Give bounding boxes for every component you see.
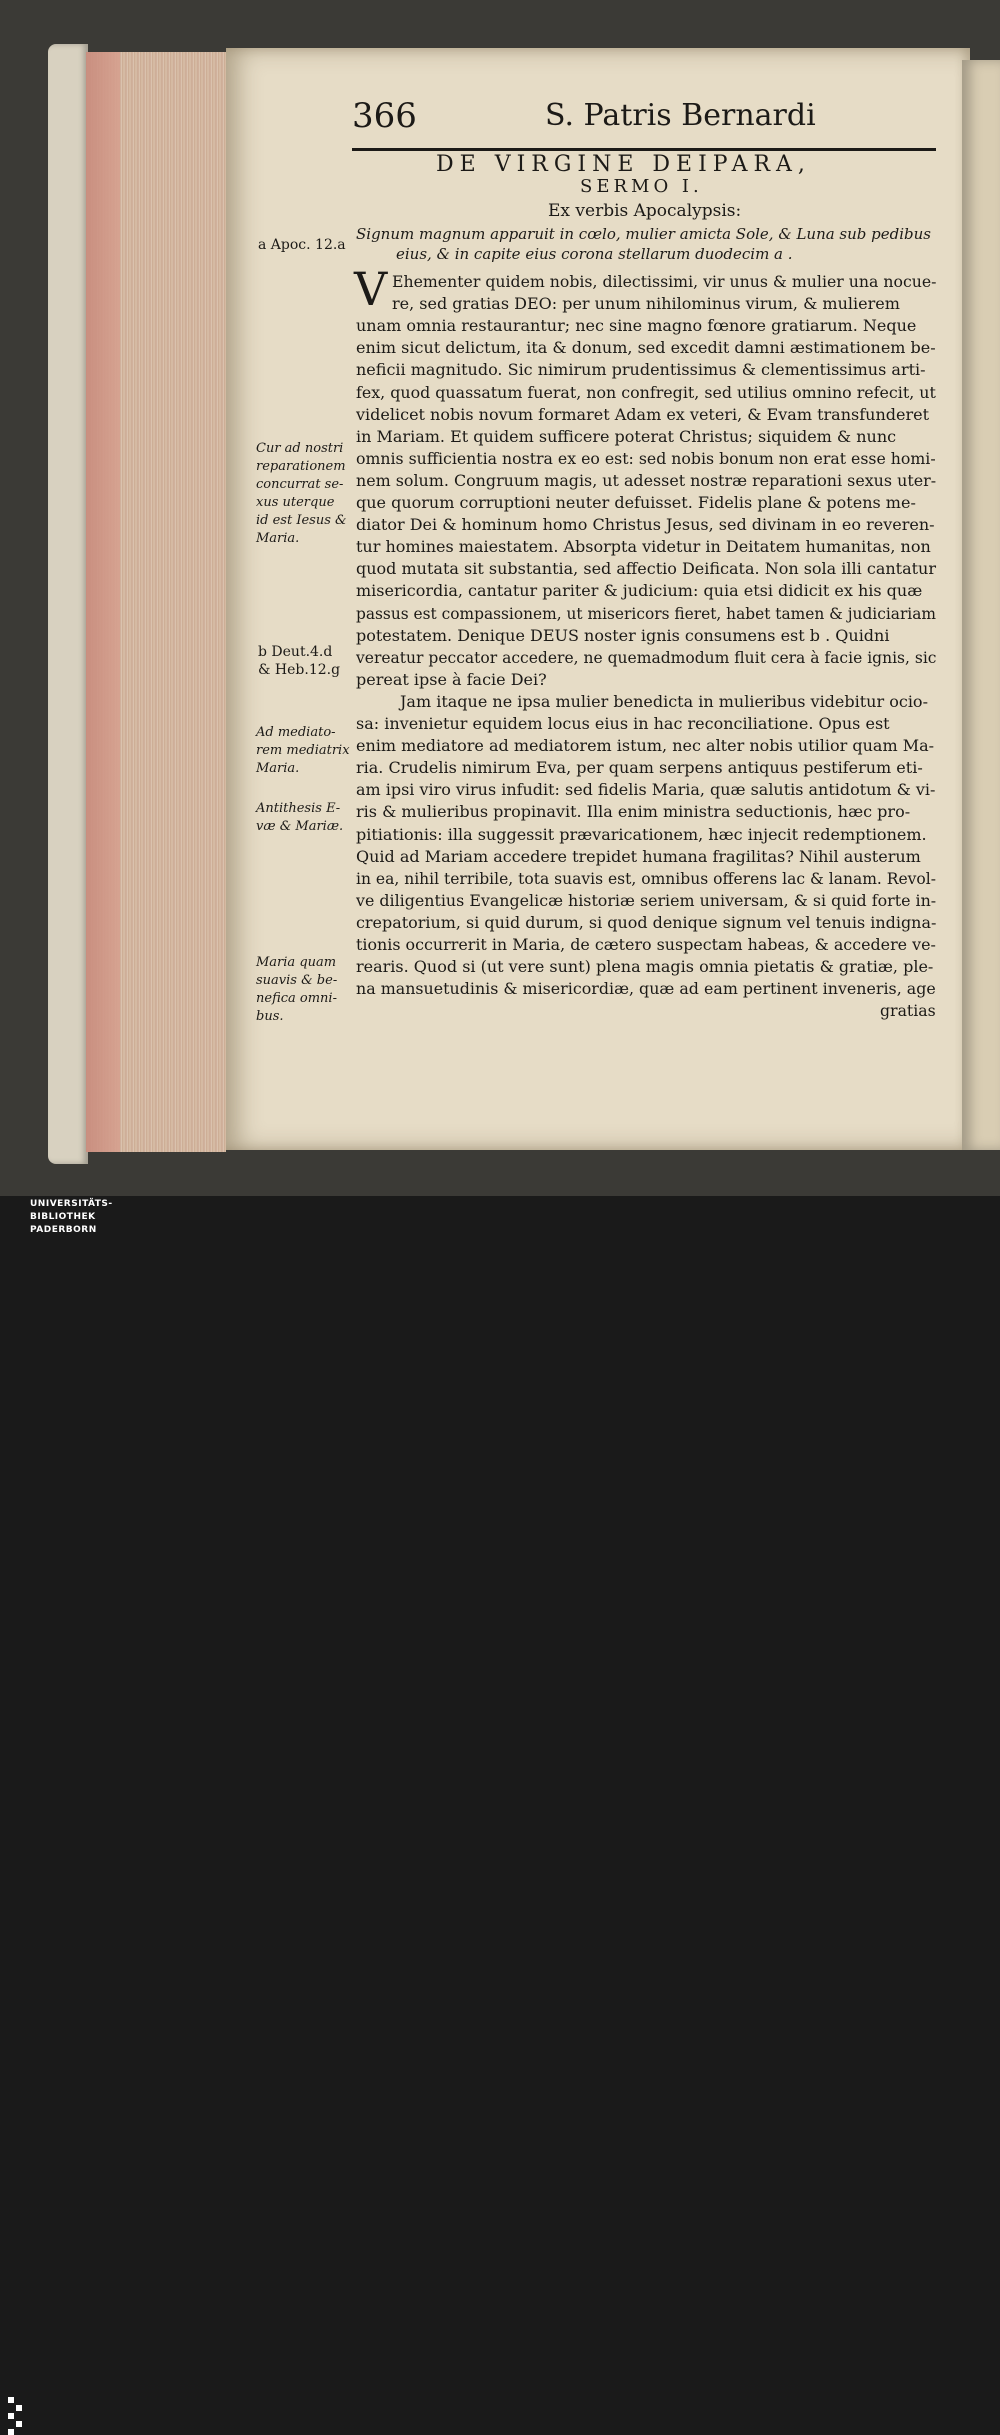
body-line: diator Dei & hominum homo Christus Jesus, sed divinam in eo reveren- — [356, 515, 935, 535]
body-line: fex, quod quassatum fuerat, non confregit, sed utilius omnino refecit, ut — [356, 382, 936, 402]
body-line: Ehementer quidem nobis, dilectissimi, vir unus & mulier una nocue- — [392, 272, 937, 291]
margin-note-line: Cur ad nostri — [256, 441, 344, 456]
body-line: misericordia, cantatur pariter & judicium: quia etsi didicit ex his quæ — [356, 581, 923, 601]
margin-note-deut — [258, 643, 340, 679]
body-line: in Mariam. Et quidem sufficere poterat Christus; siquidem & nunc — [356, 426, 897, 446]
body-line: am ipsi viro virus infudit: sed fidelis Maria, quæ salutis antidotum & vi- — [356, 780, 936, 800]
margin-note-line: & Heb.12.g — [258, 662, 341, 678]
running-head: S. Patris Bernardi — [545, 98, 816, 133]
margin-note-apoc: a Apoc. 12.a — [258, 237, 346, 253]
library-footer — [0, 1196, 1000, 1246]
margin-note-line: nefica omni- — [256, 991, 337, 1006]
citation-line-1: Signum magnum apparuit in cœlo, mulier amicta Sole, & Luna sub pedibus — [356, 225, 932, 243]
margin-note-line: væ & Mariæ. — [256, 819, 344, 834]
margin-note-line: Ad mediato- — [256, 725, 336, 740]
body-line: pitiationis: illa suggessit prævaricationem, hæc injecit redemptionem. — [356, 824, 927, 844]
margin-note-maria-quam — [256, 954, 337, 1026]
drop-cap: V — [354, 262, 388, 316]
page-number: 366 — [352, 96, 417, 136]
margin-note-line: suavis & be- — [256, 973, 338, 988]
body-line: ria. Crudelis nimirum Eva, per quam serpens antiquus pestiferum eti- — [356, 758, 923, 778]
body-line: quod mutata sit substantia, sed affectio Deificata. Non sola illi cantatur — [356, 559, 937, 579]
margin-note-line: reparationem — [256, 459, 346, 474]
body-line: tionis occurrerit in Maria, de cætero suspectam habeas, & accedere ve- — [356, 935, 936, 954]
body-line: ris & mulieribus propinavit. Illa enim ministra seductionis, hæc pro- — [356, 802, 911, 822]
margin-note-line: xus uterque — [256, 495, 335, 510]
margin-note-line: Maria quam — [256, 955, 337, 970]
body-line: sa: invenietur equidem locus eius in hac reconciliatione. Opus est — [356, 714, 890, 733]
margin-note-line: bus. — [256, 1009, 284, 1024]
body-line: Quid ad Mariam accedere trepidet humana fragilitas? Nihil austerum — [356, 846, 921, 866]
ex-verbis-line: Ex verbis Apocalypsis: — [548, 201, 742, 221]
body-line: na mansuetudinis & misericordiæ, quæ ad eam pertinent inveneris, age — [356, 979, 936, 999]
body-line: videlicet nobis novum formaret Adam ex veteri, & Evam transfunderet — [356, 404, 930, 424]
margin-note-line: Maria. — [256, 531, 300, 546]
citation-line-2: eius, & in capite eius corona stellarum duodecim a . — [396, 245, 793, 263]
margin-note-ad-mediatorem — [256, 724, 350, 778]
sermon-number: SERMO I. — [580, 176, 703, 197]
body-line: omnis sufficientia nostra ex eo est: sed nobis bonum non erat esse homi- — [356, 448, 936, 468]
margin-note-line: Maria. — [256, 761, 300, 776]
book-cover-edge — [48, 44, 88, 1164]
body-line: vereatur peccator accedere, ne quemadmodum fluit cera à facie ignis, sic — [356, 647, 937, 667]
body-line: crepatorium, si quid durum, si quod denique signum vel tenuis indigna- — [356, 912, 937, 932]
library-name-line-1: UNIVERSITÄTS- — [30, 1199, 113, 1209]
body-line: rearis. Quod si (ut vere sunt) plena magis omnia pietatis & gratiæ, ple- — [356, 957, 934, 977]
body-line: re, sed gratias DEO: per unum nihilominus virum, & mulierem — [392, 294, 900, 314]
sermon-title: DE VIRGINE DEIPARA, — [436, 152, 811, 177]
library-name-line-2: BIBLIOTHEK — [30, 1212, 96, 1222]
body-line: in ea, nihil terribile, tota suavis est, omnibus offerens lac & lanam. Revol- — [356, 868, 936, 888]
library-logo-icon — [8, 2397, 26, 2435]
body-line: nem solum. Congruum magis, ut adesset nostræ reparationi sexus uter- — [356, 470, 937, 490]
margin-note-antithesis — [256, 800, 343, 836]
margin-note-line: b Deut.4.d — [258, 644, 333, 660]
body-line: enim mediatore ad mediatorem istum, nec alter nobis utilior quam Ma- — [356, 736, 935, 756]
facing-page-edge — [962, 60, 1000, 1150]
body-line: unam omnia restaurantur; nec sine magno fœnore gratiarum. Neque — [356, 316, 917, 336]
body-line: tur homines maiestatem. Absorpta videtur in Deitatem humanitas, non — [356, 537, 931, 557]
margin-note-line: rem mediatrix — [256, 743, 350, 758]
margin-note-line: concurrat se- — [256, 477, 344, 492]
body-line: passus est compassionem, ut misericors fieret, habet tamen & judiciariam — [356, 603, 936, 623]
body-line: gratias — [880, 1001, 936, 1021]
header-rule — [352, 148, 936, 151]
body-line: ve diligentius Evangelicæ historiæ seriem universam, & si quid forte in- — [356, 890, 937, 910]
body-line: Jam itaque ne ipsa mulier benedicta in mulieribus videbitur ocio- — [400, 691, 928, 711]
body-line: potestatem. Denique DEUS noster ignis consumens est b . Quidni — [356, 625, 890, 645]
body-line: que quorum corruptioni neuter defuisset. Fidelis plane & potens me- — [356, 493, 916, 512]
library-name-line-3: PADERBORN — [30, 1225, 97, 1235]
book-scan — [0, 0, 1000, 1196]
margin-note-line: id est Iesus & — [256, 513, 347, 528]
body-line: enim sicut delictum, ita & donum, sed excedit damni æstimationem be- — [356, 338, 936, 358]
body-line: pereat ipse à facie Dei? — [356, 669, 547, 689]
margin-note-line: Antithesis E- — [256, 801, 341, 816]
body-line: neficii magnitudo. Sic nimirum prudentissimus & clementissimus arti- — [356, 360, 926, 380]
margin-note-cur-ad — [256, 440, 347, 548]
red-page-edge — [86, 52, 120, 1152]
